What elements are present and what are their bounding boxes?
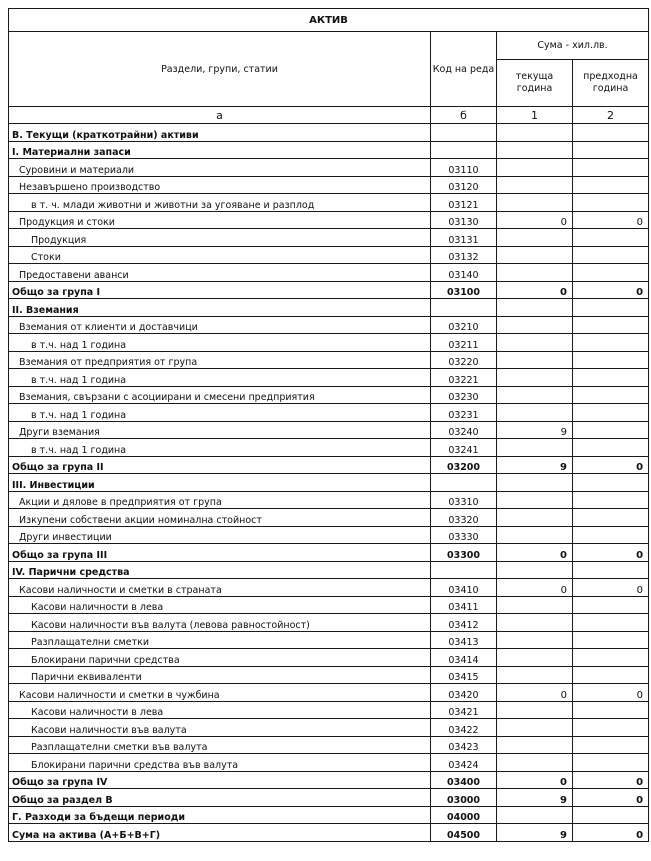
row-code: 03413 [431, 631, 497, 649]
row-label: Блокирани парични средства [9, 649, 431, 667]
row-label: Други вземания [9, 421, 431, 439]
row-label: Общо за раздел В [9, 789, 431, 807]
row-previous-year [573, 386, 649, 404]
row-previous-year [573, 614, 649, 632]
table-row [9, 579, 649, 597]
row-code: 03120 [431, 176, 497, 194]
row-current-year [497, 614, 573, 632]
header-code: Код на реда [431, 32, 497, 107]
table-row [9, 736, 649, 754]
row-previous-year [573, 439, 649, 457]
table-row [9, 404, 649, 422]
row-code [431, 124, 497, 142]
row-label: Вземания, свързани с асоциирани и смесени предприятия [9, 386, 431, 404]
row-code: 03221 [431, 369, 497, 387]
row-current-year [497, 334, 573, 352]
table-row [9, 264, 649, 282]
row-current-year [497, 754, 573, 772]
table-row [9, 124, 649, 142]
row-label: Вземания от предприятия от група [9, 351, 431, 369]
row-code: 03330 [431, 526, 497, 544]
table-row [9, 491, 649, 509]
row-code: 03121 [431, 194, 497, 212]
row-current-year [497, 386, 573, 404]
row-label: III. Инвестиции [9, 474, 431, 492]
row-code: 03415 [431, 666, 497, 684]
row-label: Блокирани парични средства във валута [9, 754, 431, 772]
row-current-year [497, 631, 573, 649]
table-row [9, 159, 649, 177]
row-previous-year [573, 491, 649, 509]
table-row [9, 544, 649, 562]
row-previous-year: 0 [573, 579, 649, 597]
row-previous-year [573, 229, 649, 247]
row-previous-year [573, 596, 649, 614]
table-row [9, 666, 649, 684]
row-code: 03412 [431, 614, 497, 632]
table-row [9, 229, 649, 247]
row-current-year: 9 [497, 456, 573, 474]
row-code: 03414 [431, 649, 497, 667]
table-row [9, 316, 649, 334]
row-label: II. Вземания [9, 299, 431, 317]
row-label: Касови наличности във валута [9, 719, 431, 737]
row-label: Парични еквиваленти [9, 666, 431, 684]
row-code [431, 141, 497, 159]
table-row [9, 631, 649, 649]
row-code: 03000 [431, 789, 497, 807]
table-row [9, 719, 649, 737]
row-previous-year: 0 [573, 684, 649, 702]
table-row [9, 211, 649, 229]
row-label: Суровини и материали [9, 159, 431, 177]
row-previous-year [573, 351, 649, 369]
table-row [9, 684, 649, 702]
row-code: 03130 [431, 211, 497, 229]
header-current-year: текуща година [497, 60, 573, 107]
row-code: 03410 [431, 579, 497, 597]
row-code: 03400 [431, 771, 497, 789]
row-label: Вземания от клиенти и доставчици [9, 316, 431, 334]
row-previous-year [573, 124, 649, 142]
table-row [9, 386, 649, 404]
table-row [9, 754, 649, 772]
row-current-year [497, 369, 573, 387]
row-current-year: 0 [497, 281, 573, 299]
row-code: 03231 [431, 404, 497, 422]
row-previous-year [573, 701, 649, 719]
row-code: 03211 [431, 334, 497, 352]
row-previous-year: 0 [573, 824, 649, 842]
table-row [9, 701, 649, 719]
row-label: В. Текущи (краткотрайни) активи [9, 124, 431, 142]
table-row [9, 246, 649, 264]
table-title: АКТИВ [9, 9, 649, 32]
row-current-year [497, 509, 573, 527]
row-previous-year [573, 316, 649, 334]
balance-sheet [8, 8, 648, 842]
table-row [9, 176, 649, 194]
row-current-year [497, 649, 573, 667]
row-previous-year [573, 561, 649, 579]
row-current-year [497, 246, 573, 264]
row-current-year [497, 194, 573, 212]
table-row [9, 421, 649, 439]
row-label: Касови наличности в лева [9, 596, 431, 614]
table-row [9, 561, 649, 579]
row-code: 03110 [431, 159, 497, 177]
table-row [9, 649, 649, 667]
row-code: 03310 [431, 491, 497, 509]
row-current-year [497, 141, 573, 159]
table-row [9, 141, 649, 159]
row-previous-year [573, 509, 649, 527]
row-code: 03420 [431, 684, 497, 702]
row-label: Сума на актива (А+Б+В+Г) [9, 824, 431, 842]
row-previous-year: 0 [573, 281, 649, 299]
row-previous-year: 0 [573, 456, 649, 474]
row-label: Г. Разходи за бъдещи периоди [9, 806, 431, 824]
row-previous-year [573, 526, 649, 544]
table-row [9, 194, 649, 212]
row-code: 03140 [431, 264, 497, 282]
row-current-year [497, 229, 573, 247]
row-label: в т.ч. над 1 година [9, 369, 431, 387]
table-row [9, 824, 649, 842]
header-amount: Сума - хил.лв. [497, 32, 649, 60]
row-label: Изкупени собствени акции номинална стойност [9, 509, 431, 527]
row-current-year: 0 [497, 211, 573, 229]
row-current-year [497, 316, 573, 334]
row-label: в т.ч. над 1 година [9, 334, 431, 352]
table-row [9, 351, 649, 369]
row-previous-year [573, 404, 649, 422]
row-current-year [497, 299, 573, 317]
row-previous-year [573, 474, 649, 492]
row-code: 04000 [431, 806, 497, 824]
row-code: 03411 [431, 596, 497, 614]
table-body [9, 124, 649, 842]
table-row [9, 806, 649, 824]
row-code: 03210 [431, 316, 497, 334]
row-current-year [497, 736, 573, 754]
row-code: 03132 [431, 246, 497, 264]
row-code: 03421 [431, 701, 497, 719]
row-previous-year: 0 [573, 789, 649, 807]
row-code: 03241 [431, 439, 497, 457]
row-code: 03423 [431, 736, 497, 754]
row-current-year [497, 561, 573, 579]
row-previous-year [573, 736, 649, 754]
row-current-year [497, 404, 573, 422]
table-row [9, 596, 649, 614]
row-label: Общо за група I [9, 281, 431, 299]
row-code: 03320 [431, 509, 497, 527]
row-label: Касови наличности и сметки в чужбина [9, 684, 431, 702]
row-label: Стоки [9, 246, 431, 264]
row-previous-year [573, 299, 649, 317]
table-row [9, 439, 649, 457]
row-code: 04500 [431, 824, 497, 842]
table-row [9, 474, 649, 492]
table-row [9, 334, 649, 352]
table-row [9, 369, 649, 387]
row-current-year [497, 701, 573, 719]
row-code [431, 561, 497, 579]
row-code: 03300 [431, 544, 497, 562]
table-row [9, 771, 649, 789]
row-previous-year [573, 421, 649, 439]
row-current-year [497, 491, 573, 509]
row-label: Незавършено производство [9, 176, 431, 194]
row-current-year [497, 666, 573, 684]
row-label: Други инвестиции [9, 526, 431, 544]
row-code: 03240 [431, 421, 497, 439]
row-label: в т.ч. над 1 година [9, 439, 431, 457]
column-index-b: б [431, 107, 497, 124]
row-label: I. Материални запаси [9, 141, 431, 159]
row-code [431, 474, 497, 492]
row-label: Общо за група III [9, 544, 431, 562]
row-previous-year: 0 [573, 211, 649, 229]
row-current-year [497, 264, 573, 282]
table-row [9, 789, 649, 807]
row-current-year: 0 [497, 579, 573, 597]
row-code: 03422 [431, 719, 497, 737]
row-previous-year [573, 666, 649, 684]
row-previous-year [573, 264, 649, 282]
header-sections: Раздели, групи, статии [9, 32, 431, 107]
row-code [431, 299, 497, 317]
row-previous-year [573, 719, 649, 737]
row-current-year [497, 806, 573, 824]
row-label: Общо за група IV [9, 771, 431, 789]
row-current-year [497, 351, 573, 369]
row-code: 03424 [431, 754, 497, 772]
row-code: 03220 [431, 351, 497, 369]
row-current-year [497, 719, 573, 737]
row-previous-year: 0 [573, 544, 649, 562]
row-current-year [497, 596, 573, 614]
column-index-2: 2 [573, 107, 649, 124]
row-previous-year [573, 649, 649, 667]
row-previous-year [573, 176, 649, 194]
asset-table [8, 8, 649, 842]
row-previous-year [573, 631, 649, 649]
row-previous-year [573, 334, 649, 352]
row-previous-year [573, 141, 649, 159]
row-code: 03100 [431, 281, 497, 299]
row-current-year: 9 [497, 824, 573, 842]
row-label: Касови наличности във валута (левова равностойност) [9, 614, 431, 632]
table-row [9, 456, 649, 474]
header-previous-year: предходна година [573, 60, 649, 107]
row-current-year: 9 [497, 421, 573, 439]
table-row [9, 299, 649, 317]
row-current-year [497, 474, 573, 492]
row-current-year [497, 176, 573, 194]
row-label: Акции и дялове в предприятия от група [9, 491, 431, 509]
row-current-year [497, 526, 573, 544]
row-code: 03230 [431, 386, 497, 404]
row-current-year: 0 [497, 771, 573, 789]
column-index-1: 1 [497, 107, 573, 124]
row-current-year [497, 439, 573, 457]
row-label: в т.ч. над 1 година [9, 404, 431, 422]
row-label: Разплащателни сметки [9, 631, 431, 649]
table-row [9, 281, 649, 299]
row-previous-year [573, 159, 649, 177]
row-label: в т. ч. млади животни и животни за угояване и разплод [9, 194, 431, 212]
row-label: Общо за група II [9, 456, 431, 474]
row-previous-year [573, 246, 649, 264]
row-label: Предоставени аванси [9, 264, 431, 282]
row-previous-year [573, 754, 649, 772]
row-current-year: 9 [497, 789, 573, 807]
table-row [9, 509, 649, 527]
table-row [9, 526, 649, 544]
row-current-year [497, 159, 573, 177]
row-label: Касови наличности и сметки в страната [9, 579, 431, 597]
row-current-year: 0 [497, 544, 573, 562]
row-label: Разплащателни сметки във валута [9, 736, 431, 754]
row-current-year [497, 124, 573, 142]
row-current-year: 0 [497, 684, 573, 702]
row-label: Продукция [9, 229, 431, 247]
column-index-a: а [9, 107, 431, 124]
row-previous-year [573, 194, 649, 212]
row-code: 03131 [431, 229, 497, 247]
row-label: Продукция и стоки [9, 211, 431, 229]
table-row [9, 614, 649, 632]
row-code: 03200 [431, 456, 497, 474]
row-previous-year: 0 [573, 771, 649, 789]
row-label: Касови наличности в лева [9, 701, 431, 719]
row-previous-year [573, 369, 649, 387]
row-previous-year [573, 806, 649, 824]
row-label: IV. Парични средства [9, 561, 431, 579]
